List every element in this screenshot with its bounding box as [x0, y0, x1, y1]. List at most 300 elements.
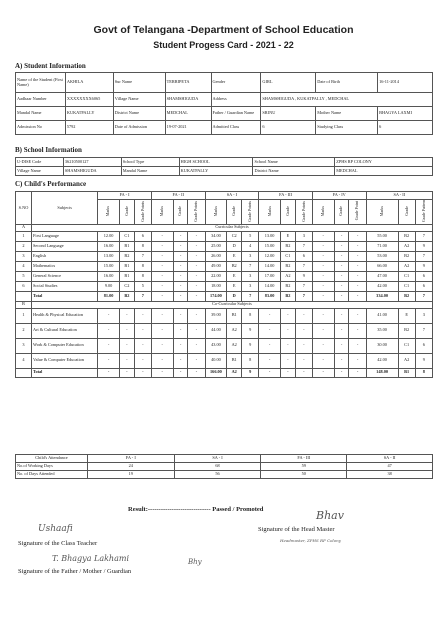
score-cell: - [295, 368, 312, 377]
score-cell: 8 [134, 241, 151, 251]
score-cell: - [295, 338, 312, 353]
surname-value: TERRIPETA [165, 73, 211, 93]
marks-col-header [151, 200, 173, 225]
sno-cell: 1 [16, 231, 32, 241]
score-cell: 8 [415, 368, 432, 377]
total-row [16, 291, 433, 301]
score-cell: B2 [280, 261, 295, 271]
score-cell: - [188, 231, 205, 241]
marks-col-header-text: Marks [159, 205, 165, 217]
score-cell: - [312, 281, 334, 291]
score-cell: - [312, 291, 334, 301]
score-cell: 174.00 [205, 291, 227, 301]
score-cell: C1 [398, 271, 415, 281]
score-cell: - [151, 231, 173, 241]
score-cell: D [227, 241, 242, 251]
grade-col-header [398, 200, 415, 225]
score-cell: 22.00 [205, 271, 227, 281]
score-cell: - [151, 368, 173, 377]
name-label: Name of the Student (First Name) [16, 73, 66, 93]
score-cell: C2 [119, 281, 134, 291]
score-cell: A2 [227, 338, 242, 353]
score-cell: - [98, 338, 120, 353]
score-cell: 7 [295, 291, 312, 301]
points-col-header-text: Grade Points [193, 200, 199, 222]
score-cell: 7 [134, 251, 151, 261]
points-col-header-text: Grade Points [139, 200, 145, 222]
score-cell: - [295, 323, 312, 338]
subject-cell: Value & Computer Education [31, 353, 97, 368]
score-cell: - [173, 261, 188, 271]
score-cell: - [98, 308, 120, 323]
score-cell: - [334, 241, 349, 251]
score-cell: 44.00 [205, 323, 227, 338]
score-cell: - [312, 241, 334, 251]
section-a-letter: A [16, 224, 32, 231]
student-info-heading: A) Student Information [15, 62, 86, 70]
school-name-value: ZPHS RP COLONY [335, 158, 433, 167]
days-attended-value: 50 [261, 471, 347, 479]
score-cell: - [173, 241, 188, 251]
admission-label: Admission No [16, 121, 66, 135]
score-cell: - [134, 368, 151, 377]
sno-cell [16, 291, 32, 301]
subject-cell: Social Studies [31, 281, 97, 291]
studying-class-label: Studying Class [316, 121, 378, 135]
score-cell: - [349, 368, 366, 377]
score-cell: - [295, 353, 312, 368]
score-cell: - [334, 338, 349, 353]
sno-cell: 3 [16, 251, 32, 261]
attendance-heading: Child's Attendance [16, 455, 88, 463]
mother-value: BHAGYA LAXMI [378, 107, 433, 121]
father-label: Father / Guardian Name [211, 107, 261, 121]
score-cell: 7 [295, 261, 312, 271]
score-cell: 7 [415, 251, 432, 261]
score-cell: - [312, 261, 334, 271]
score-cell: - [312, 271, 334, 281]
school-mandal-label: Mandal Name [121, 167, 179, 176]
score-cell: 42.00 [366, 281, 398, 291]
score-cell: - [151, 261, 173, 271]
score-cell: 6 [134, 231, 151, 241]
student-info-table [15, 72, 433, 135]
score-cell: 9 [242, 338, 259, 353]
score-cell: B2 [398, 291, 415, 301]
score-cell: - [334, 291, 349, 301]
marks-col-header [366, 200, 398, 225]
sno-cell: 2 [16, 241, 32, 251]
score-cell: 26.00 [205, 251, 227, 261]
score-cell: E [227, 281, 242, 291]
marks-col-header-text: Marks [212, 205, 218, 217]
sno-cell: 5 [16, 271, 32, 281]
score-cell: C2 [227, 231, 242, 241]
score-cell: B1 [227, 308, 242, 323]
score-cell: 13.00 [98, 251, 120, 261]
term-header-sa2: SA - II [366, 192, 432, 200]
admitted-class-label: Admitted Class [211, 121, 261, 135]
school-village-label: Village Name [16, 167, 64, 176]
score-cell: - [188, 281, 205, 291]
score-cell: 18.00 [205, 281, 227, 291]
section-b-title: Co-Curricular Subjects [31, 301, 432, 308]
school-type-value: HIGH SCHOOL [179, 158, 253, 167]
score-cell: 15.00 [259, 241, 281, 251]
score-cell: - [312, 251, 334, 261]
grade-col-header [227, 200, 242, 225]
score-cell: - [334, 281, 349, 291]
score-cell: - [98, 353, 120, 368]
score-cell: - [173, 291, 188, 301]
grade-col-header-text: Grade [123, 206, 129, 216]
sno-cell: 3 [16, 338, 32, 353]
subject-row [16, 271, 433, 281]
school-district-value: MEDCHAL [335, 167, 433, 176]
subjects-header: Subjects [31, 192, 97, 225]
score-cell: - [119, 338, 134, 353]
score-cell: - [151, 291, 173, 301]
score-cell: B1 [119, 271, 134, 281]
score-cell: B2 [398, 251, 415, 261]
mandal-label: Mandal Name [16, 107, 66, 121]
score-cell: - [134, 338, 151, 353]
subject-cell: Art & Cultural Education [31, 323, 97, 338]
small-signature-mark: Bhy [188, 558, 202, 566]
marks-col-header-text: Marks [320, 205, 326, 217]
score-cell: 5 [242, 231, 259, 241]
score-cell: - [119, 353, 134, 368]
studying-class-value: 6 [378, 121, 433, 135]
score-cell: 7 [415, 291, 432, 301]
subject-cell: Mathematics [31, 261, 97, 271]
score-cell: A2 [227, 323, 242, 338]
marks-col-header [259, 200, 281, 225]
score-cell: 34.00 [205, 231, 227, 241]
subject-cell: Second Language [31, 241, 97, 251]
score-cell: - [349, 261, 366, 271]
score-cell: 35.00 [366, 323, 398, 338]
working-days-value: 47 [347, 463, 433, 471]
grade-col-header-text: Grade [177, 206, 183, 216]
score-cell: E [227, 271, 242, 281]
days-attended-label: No. of Days Attended [16, 471, 88, 479]
points-col-header [349, 200, 366, 225]
score-cell: 3 [415, 308, 432, 323]
score-cell: C1 [119, 231, 134, 241]
score-cell: 9.00 [98, 281, 120, 291]
grade-col-header [119, 200, 134, 225]
sno-cell: 6 [16, 281, 32, 291]
dob-label: Date of Birth [316, 73, 378, 93]
score-cell: 7 [134, 291, 151, 301]
days-attended-value: 19 [87, 471, 174, 479]
subject-row [16, 308, 433, 323]
aadhaar-label: Aadhaar Number [16, 93, 66, 107]
score-cell: 7 [295, 281, 312, 291]
sno-cell: 2 [16, 323, 32, 338]
score-cell: - [349, 353, 366, 368]
score-cell: B1 [119, 261, 134, 271]
subject-row [16, 231, 433, 241]
score-cell: - [151, 338, 173, 353]
score-cell: 334.00 [366, 291, 398, 301]
score-cell: 3 [295, 231, 312, 241]
score-cell: - [173, 251, 188, 261]
score-cell: - [312, 231, 334, 241]
score-cell: 25.00 [205, 241, 227, 251]
performance-heading: C) Child's Performance [15, 180, 87, 188]
working-days-value: 59 [261, 463, 347, 471]
score-cell: 83.00 [259, 291, 281, 301]
score-cell: 17.00 [259, 271, 281, 281]
score-cell: - [173, 368, 188, 377]
score-cell: B2 [398, 231, 415, 241]
score-cell: C1 [280, 251, 295, 261]
marks-col-header [98, 200, 120, 225]
score-cell: B2 [227, 261, 242, 271]
score-cell: - [349, 308, 366, 323]
score-cell: E [227, 251, 242, 261]
udise-value: 36210500127 [63, 158, 121, 167]
score-cell: - [334, 308, 349, 323]
score-cell: - [349, 291, 366, 301]
days-attended-value: 56 [174, 471, 261, 479]
score-cell: - [259, 368, 281, 377]
udise-label: U-DISE Code [16, 158, 64, 167]
score-cell: - [188, 323, 205, 338]
working-days-value: 24 [87, 463, 174, 471]
score-cell: 12.00 [98, 231, 120, 241]
head-master-signature-mark: Bhav [316, 509, 344, 522]
score-cell: B2 [280, 291, 295, 301]
score-cell: 3 [242, 281, 259, 291]
score-cell: A2 [398, 353, 415, 368]
score-cell: 7 [415, 231, 432, 241]
grade-col-header-text: Grade [338, 206, 344, 216]
subject-row [16, 323, 433, 338]
subject-row [16, 241, 433, 251]
attendance-term-sa1: SA - I [174, 455, 261, 463]
school-info-table [15, 157, 433, 176]
points-col-header [415, 200, 432, 225]
score-cell: 3 [242, 251, 259, 261]
school-info-heading: B) School Information [15, 146, 82, 154]
school-mandal-value: KUKATPALLY [179, 167, 253, 176]
score-cell: - [349, 338, 366, 353]
score-cell: - [151, 281, 173, 291]
score-cell: 16.00 [98, 271, 120, 281]
score-cell: - [280, 323, 295, 338]
surname-label: Sur Name [113, 73, 165, 93]
dob-value: 16-11-2014 [378, 73, 433, 93]
score-cell: - [312, 323, 334, 338]
score-cell: - [119, 323, 134, 338]
score-cell: 9 [295, 271, 312, 281]
score-cell: B1 [398, 368, 415, 377]
score-cell: - [334, 323, 349, 338]
points-col-header [242, 200, 259, 225]
working-days-value: 68 [174, 463, 261, 471]
subject-cell: Work & Computer Education [31, 338, 97, 353]
score-cell: - [188, 353, 205, 368]
aadhaar-value: XXXXXXXX6065 [65, 93, 113, 107]
address-label: Address [211, 93, 261, 107]
score-cell: 40.00 [205, 353, 227, 368]
score-cell: 7 [242, 261, 259, 271]
score-cell: 8 [242, 353, 259, 368]
score-cell: 53.00 [366, 251, 398, 261]
score-cell: - [312, 308, 334, 323]
father-value: SRINU [261, 107, 316, 121]
section-b-letter: B [16, 301, 32, 308]
score-cell: A2 [227, 368, 242, 377]
score-cell: 6 [415, 271, 432, 281]
score-cell: 4 [242, 241, 259, 251]
score-cell: E [280, 231, 295, 241]
score-cell: - [188, 308, 205, 323]
doa-value: 19-07-2021 [165, 121, 211, 135]
score-cell: 81.00 [98, 291, 120, 301]
admission-value: 5792 [65, 121, 113, 135]
score-cell: 3 [242, 271, 259, 281]
score-cell: - [334, 368, 349, 377]
marks-col-header [312, 200, 334, 225]
score-cell: 16.00 [98, 241, 120, 251]
score-cell: - [334, 261, 349, 271]
score-cell: 66.00 [366, 261, 398, 271]
score-cell: - [280, 368, 295, 377]
score-cell: B2 [119, 251, 134, 261]
score-cell: 9 [242, 323, 259, 338]
score-cell: - [280, 308, 295, 323]
name-value: AKHILA [65, 73, 113, 93]
points-col-header [188, 200, 205, 225]
score-cell: 49.00 [205, 261, 227, 271]
subject-cell: Health & Physical Education [31, 308, 97, 323]
page-title: Govt of Telangana -Department of School Education [93, 24, 354, 36]
score-cell: A2 [280, 271, 295, 281]
address-value: SHAMSHIGUDA , KUKATPALLY , MEDCHAL [261, 93, 433, 107]
score-cell: - [188, 271, 205, 281]
score-cell: - [134, 323, 151, 338]
score-cell: - [334, 353, 349, 368]
term-header-fa3: FA - III [259, 192, 313, 200]
school-name-label: School Name [253, 158, 335, 167]
score-cell: - [312, 368, 334, 377]
score-cell: - [188, 261, 205, 271]
score-cell: - [173, 231, 188, 241]
marks-col-header [205, 200, 227, 225]
head-master-stamp: Headmaster, ZPHS RP Colony [280, 538, 341, 543]
score-cell: 9 [242, 368, 259, 377]
subject-row [16, 338, 433, 353]
score-cell: - [119, 368, 134, 377]
score-cell: - [98, 323, 120, 338]
score-cell: - [134, 308, 151, 323]
mandal-value: KUKATPALLY [65, 107, 113, 121]
head-master-signature-label: Signature of the Head Master [258, 526, 335, 533]
grade-col-header-text: Grade [231, 206, 237, 216]
score-cell: - [188, 291, 205, 301]
score-cell: - [334, 231, 349, 241]
score-cell: - [188, 338, 205, 353]
score-cell: 9 [415, 261, 432, 271]
grade-col-header [280, 200, 295, 225]
score-cell: B1 [227, 353, 242, 368]
school-village-value: SHAMSHIGUDA [63, 167, 121, 176]
subject-row [16, 281, 433, 291]
score-cell: - [349, 241, 366, 251]
score-cell: - [173, 323, 188, 338]
subject-cell: English [31, 251, 97, 261]
score-cell: 14.00 [259, 261, 281, 271]
score-cell: 148.00 [366, 368, 398, 377]
attendance-table [15, 454, 433, 479]
score-cell: 6 [415, 338, 432, 353]
score-cell: - [151, 323, 173, 338]
attendance-term-fa1: FA - I [87, 455, 174, 463]
score-cell: - [334, 251, 349, 261]
score-cell: 30.00 [366, 338, 398, 353]
attendance-term-sa2: SA - II [347, 455, 433, 463]
score-cell: C1 [398, 281, 415, 291]
sno-cell: 4 [16, 261, 32, 271]
points-col-header-text: Grade Points [300, 200, 306, 222]
score-cell: B1 [119, 241, 134, 251]
score-cell: - [173, 281, 188, 291]
marks-col-header-text: Marks [266, 205, 272, 217]
grade-col-header [173, 200, 188, 225]
score-cell: 8 [134, 261, 151, 271]
score-cell: 6 [415, 281, 432, 291]
score-cell: B2 [280, 281, 295, 291]
grade-col-header [334, 200, 349, 225]
score-cell: 39.00 [205, 308, 227, 323]
score-cell: - [349, 281, 366, 291]
village-value: SHAMSHIGUDA [165, 93, 211, 107]
score-cell: - [349, 231, 366, 241]
subject-cell: First Language [31, 231, 97, 241]
gender-value: GIRL [261, 73, 316, 93]
sno-header: S.NO [16, 192, 32, 225]
subject-cell: Total [31, 368, 97, 377]
score-cell: - [119, 308, 134, 323]
score-cell: - [188, 368, 205, 377]
score-cell: - [151, 241, 173, 251]
term-header-fa2: FA - II [151, 192, 205, 200]
school-district-label: District Name [253, 167, 335, 176]
mother-label: Mother Name [316, 107, 378, 121]
score-cell: 5 [134, 281, 151, 291]
parent-signature-label: Signature of the Father / Mother / Guardian [18, 568, 132, 575]
score-cell: 14.00 [259, 281, 281, 291]
score-cell: - [312, 338, 334, 353]
score-cell: 43.00 [205, 338, 227, 353]
class-teacher-signature-label: Signature of the Class Teacher [18, 540, 98, 547]
parent-signature-mark: T. Bhagya Lakhami [52, 554, 129, 563]
page-subtitle: Student Progess Card - 2021 - 22 [153, 40, 294, 50]
grade-col-header-text: Grade [403, 206, 409, 216]
score-cell: 13.00 [259, 231, 281, 241]
score-cell: - [312, 353, 334, 368]
days-attended-value: 38 [347, 471, 433, 479]
score-cell: - [173, 338, 188, 353]
working-days-label: No.of Working Days [16, 463, 88, 471]
performance-table [15, 191, 433, 378]
village-label: Village Name [113, 93, 165, 107]
score-cell: - [173, 308, 188, 323]
